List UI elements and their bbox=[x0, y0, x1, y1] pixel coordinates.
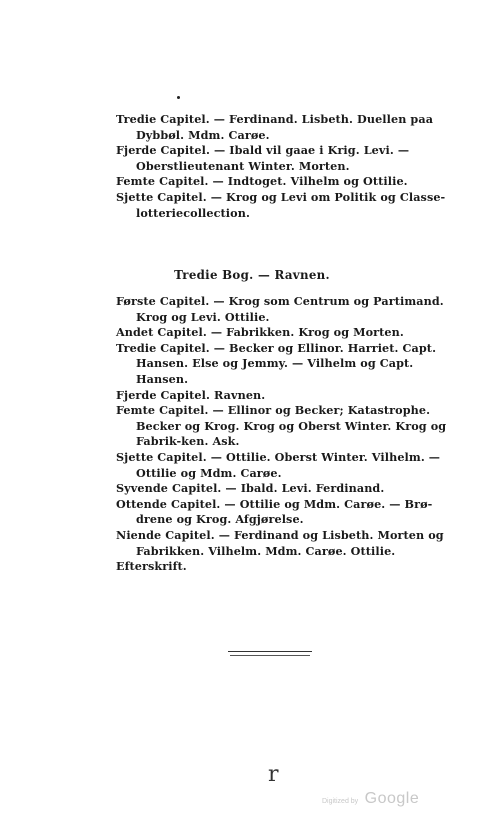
toc-entry: Andet Capitel. — Fabrikken. Krog og Morten. bbox=[116, 325, 404, 340]
toc-entry: Femte Capitel. — Indtoget. Vilhelm og Ottilie. bbox=[116, 174, 408, 189]
signature-mark: r bbox=[268, 762, 279, 787]
ink-dot bbox=[177, 96, 180, 99]
toc-entry: Første Capitel. — Krog som Centrum og Partimand. Krog og Levi. Ottilie. bbox=[116, 294, 444, 324]
toc-entry: Ottende Capitel. — Ottilie og Mdm. Carøe. — Brø-drene og Krog. Afgjørelse. bbox=[116, 496, 433, 527]
google-watermark bbox=[322, 790, 419, 808]
book-heading: Tredie Bog. — Ravnen. bbox=[174, 268, 330, 282]
toc-entry: Efterskrift. bbox=[116, 559, 187, 574]
watermark-small-text: Digitized by bbox=[322, 798, 359, 805]
toc-entry: Tredie Capitel. — Ferdinand. Lisbeth. Duellen paa Dybbøl. Mdm. Carøe. bbox=[116, 112, 434, 142]
toc-entry: Syvende Capitel. — Ibald. Levi. Ferdinand. bbox=[116, 481, 385, 496]
divider-rule-thin bbox=[230, 655, 310, 656]
toc-entry: Fjerde Capitel. — Ibald vil gaae i Krig. Levi. — Oberstlieutenant Winter. Morten. bbox=[116, 143, 410, 173]
toc-entry: Niende Capitel. — Ferdinand og Lisbeth. Morten og Fabrikken. Vilhelm. Mdm. Carøe. Ottilie. bbox=[116, 527, 444, 558]
toc-entry: Sjette Capitel. — Krog og Levi om Politik og Classe-lotteriecollection. bbox=[116, 189, 446, 220]
toc-entry: Femte Capitel. — Ellinor og Becker; Katastrophe. Becker og Krog. Krog og Oberst Winter. Krog og Fabrik-ken. Ask. bbox=[116, 403, 447, 449]
toc-entry: Tredie Capitel. — Becker og Ellinor. Harriet. Capt. Hansen. Else og Jemmy. — Vilhelm og Capt. Hansen. bbox=[116, 340, 437, 386]
toc-entry: Fjerde Capitel. Ravnen. bbox=[116, 387, 266, 402]
toc-section-1 bbox=[116, 112, 468, 221]
toc-section-2 bbox=[116, 294, 468, 575]
toc-entry: Sjette Capitel. — Ottilie. Oberst Winter. Vilhelm. — Ottilie og Mdm. Carøe. bbox=[116, 449, 441, 480]
divider-rule bbox=[228, 651, 312, 652]
watermark-logo-text: Google bbox=[364, 790, 420, 807]
